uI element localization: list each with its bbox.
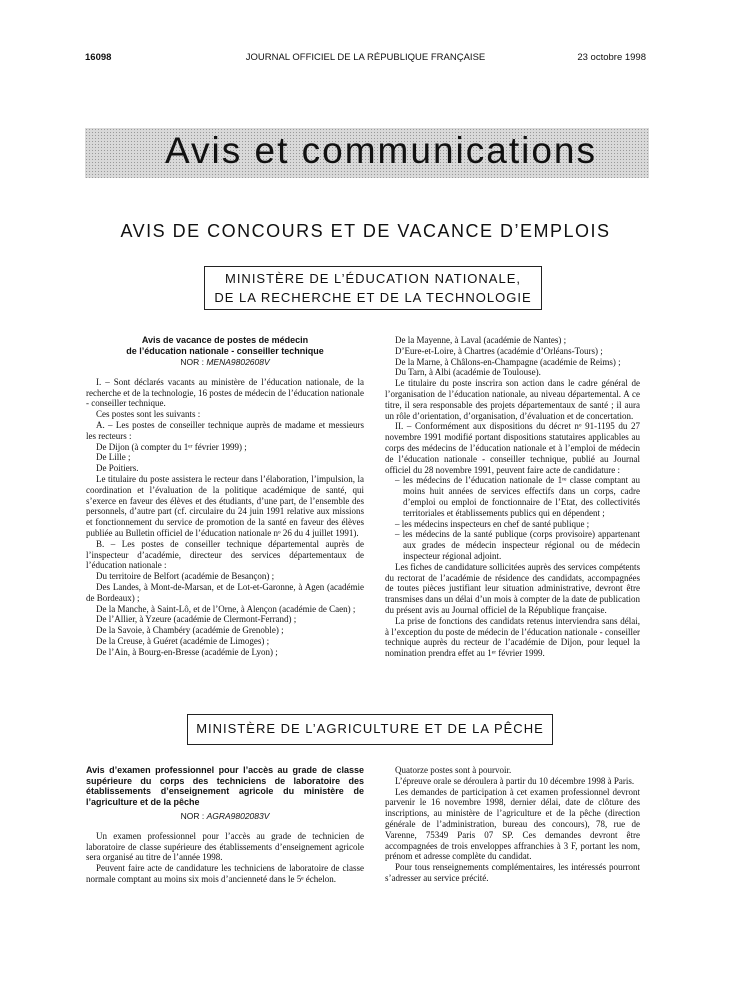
paragraph: De la Manche, à Saint-Lô, et de l’Orne, à Alençon (académie de Caen) ; xyxy=(96,603,356,614)
paragraph: Du territoire de Belfort (académie de Besançon) ; xyxy=(96,571,275,582)
notice2-left-column xyxy=(86,765,364,885)
paragraph: B. – Les postes de conseiller technique départemental auprès de l’inspecteur d’académie, directeur des services départementaux de l’éducation nationale : xyxy=(86,538,364,571)
page-number: 16098 xyxy=(85,52,112,63)
paragraph: De Dijon (à compter du 1ᵉʳ février 1999) ; xyxy=(96,441,247,452)
section-title: AVIS DE CONCOURS ET DE VACANCE D’EMPLOIS xyxy=(120,221,611,241)
notice1-title-line1: Avis de vacance de postes de médecin xyxy=(141,335,309,345)
ministry-education-box xyxy=(204,266,542,310)
nor-code: MENA9802608V xyxy=(206,357,270,367)
notice1-nor xyxy=(86,357,364,368)
paragraph: Un examen professionnel pour l’accès au grade de technicien de laboratoire de classe supérieure des établissements d’enseignement agricole sera organisé au titre de l’année 1998. xyxy=(86,830,364,863)
nor-label: NOR : xyxy=(180,357,204,367)
paragraph: – les médecins inspecteurs en chef de santé publique ; xyxy=(395,518,590,529)
paragraph: Pour tous renseignements complémentaires, les intéressés pourront s’adresser au service précité. xyxy=(385,862,640,883)
paragraph: Le titulaire du poste assistera le recteur dans l’élaboration, l’impulsion, la coordination et l’évaluation de la politique académique de santé, qui s’exerce en faveur des élèves et des étudiants, d’une part, de l’ensemble des personnels, d’autre part (cf. circulaire du 24 juin 1991 relative aux missions et fonctionnement du service de promotion de la santé en faveur des élèves publiée au Bulletin officiel de l’éducation nationale nᵒ 26 du 4 juillet 1991). xyxy=(86,473,364,538)
notice1-body-right xyxy=(385,335,640,659)
paragraph: De la Savoie, à Chambéry (académie de Grenoble) ; xyxy=(96,625,284,636)
notice2-right-column xyxy=(385,765,640,884)
paragraph: – les médecins de la santé publique (corps provisoire) appartenant aux grades de médecin inspecteur régional ou de médecin inspecteur régional adjoint. xyxy=(395,529,640,561)
paragraph: De Poitiers. xyxy=(96,463,139,474)
paragraph: De la Mayenne, à Laval (académie de Nantes) ; xyxy=(395,335,567,345)
paragraph: De la Marne, à Châlons-en-Champagne (académie de Reims) ; xyxy=(395,356,621,367)
journal-title: JOURNAL OFFICIEL DE LA RÉPUBLIQUE FRANÇAISE xyxy=(245,52,486,63)
paragraph: Les fiches de candidature sollicitées auprès des services compétents du rectorat de l’académie de résidence des candidats, accompagnées de toutes pièces justifiant leur situation administrative, devront être transmises dans un délai d’un mois à compter de la date de publication du présent avis au Journal officiel de la République française. xyxy=(385,561,640,615)
paragraph: Des Landes, à Mont-de-Marsan, et de Lot-et-Garonne, à Agen (académie de Bordeaux) ; xyxy=(86,581,364,603)
notice1-right-column xyxy=(385,335,640,659)
paragraph: La prise de fonctions des candidats retenus interviendra sans délai, à l’exception du poste de médecin de l’éducation nationale - conseiller technique auprès du recteur de l’académie de Dijon, pour lequel la nomination prendra effet au 1ᵉʳ février 1999. xyxy=(385,615,640,659)
banner-title: Avis et communications xyxy=(165,130,597,171)
paragraph: A. – Les postes de conseiller technique auprès de madame et messieurs les recteurs : xyxy=(86,419,364,441)
paragraph: Ces postes sont les suivants : xyxy=(96,409,201,420)
ministry-education-line1: MINISTÈRE DE L’ÉDUCATION NATIONALE, xyxy=(224,271,521,286)
ministry-agriculture-box xyxy=(187,714,553,745)
paragraph: II. – Conformément aux dispositions du décret nᵒ 91-1195 du 27 novembre 1991 modifié portant dispositions statutaires applicables au corps des médecins de l’éducation nationale et à l’emploi de médecin de l’éducation nationale - conseiller technique, publié au Journal officiel du 28 novembre 1991, peuvent faire acte de candidature : xyxy=(385,421,640,475)
nor-code: AGRA9802083V xyxy=(206,811,270,821)
notice1-body-left xyxy=(86,377,364,658)
ministry-education-line2: DE LA RECHERCHE ET DE LA TECHNOLOGIE xyxy=(214,290,532,305)
notice2-body-left xyxy=(86,831,364,885)
notice2-nor xyxy=(86,811,364,822)
notice1-title-line2: de l’éducation nationale - conseiller technique xyxy=(126,345,324,356)
section-banner xyxy=(85,128,649,178)
paragraph: Quatorze postes sont à pourvoir. xyxy=(395,765,512,775)
paragraph: De la Creuse, à Guéret (académie de Limoges) ; xyxy=(96,635,270,646)
nor-label: NOR : xyxy=(180,811,205,821)
paragraph: De l’Ain, à Bourg-en-Bresse (académie de Lyon) ; xyxy=(96,646,278,657)
paragraph: De l’Allier, à Yzeure (académie de Clermont-Ferrand) ; xyxy=(96,614,297,625)
notice2-title: Avis d’examen professionnel pour l’accès au grade de classe supérieure du corps des techniciens de laboratoire des établissements d’enseignement agricole du ministère de l’agriculture et de la pêche xyxy=(86,765,364,807)
paragraph: Les demandes de participation à cet examen professionnel devront parvenir le 16 novembre 1998, dernier délai, date de clôture des inscriptions, au ministère de l’agriculture et de la pêche (direction générale de l’administration, bureau des concours), 78, rue de Varenne, 75349 Paris 07 SP. Ces demandes devront être accompagnées de trois enveloppes affranchies à 3 F, portant les nom, prénom et adresse complète du candidat. xyxy=(385,786,640,862)
paragraph: Peuvent faire acte de candidature les techniciens de laboratoire de classe normale comptant au moins six mois d’ancienneté dans le 5ᵉ échelon. xyxy=(86,863,364,884)
paragraph: I. – Sont déclarés vacants au ministère de l’éducation nationale, de la recherche et de la technologie, 16 postes de médecin de l’éducation nationale - conseiller technique. xyxy=(86,376,364,409)
paragraph: Le titulaire du poste inscrira son action dans le cadre général de l’organisation de l’éducation nationale, au niveau départemental. A ce titre, il sera responsable des projets départementaux de santé ; il aura un rôle d’orientation, d’organisation, d’évaluation et de concertation. xyxy=(385,378,640,421)
notice2-body-right xyxy=(385,765,640,884)
paragraph: D’Eure-et-Loire, à Chartres (académie d’Orléans-Tours) ; xyxy=(395,345,603,356)
ministry-agriculture-line: MINISTÈRE DE L’AGRICULTURE ET DE LA PÊCHE xyxy=(196,721,544,736)
paragraph: De Lille ; xyxy=(96,452,131,463)
paragraph: – les médecins de l’éducation nationale de 1ʳᵉ classe comptant au moins huit années de services effectifs dans un corps, cadre d’emploi ou emploi de fonctionnaire de l’Etat, des collectivités territoriales et établissements publics qui en dépendent ; xyxy=(395,475,640,518)
paragraph: L’épreuve orale se déroulera à partir du 10 décembre 1998 à Paris. xyxy=(395,775,635,786)
issue-date: 23 octobre 1998 xyxy=(577,52,646,63)
notice1-left-column xyxy=(86,335,364,658)
paragraph: Du Tarn, à Albi (académie de Toulouse). xyxy=(395,367,541,378)
